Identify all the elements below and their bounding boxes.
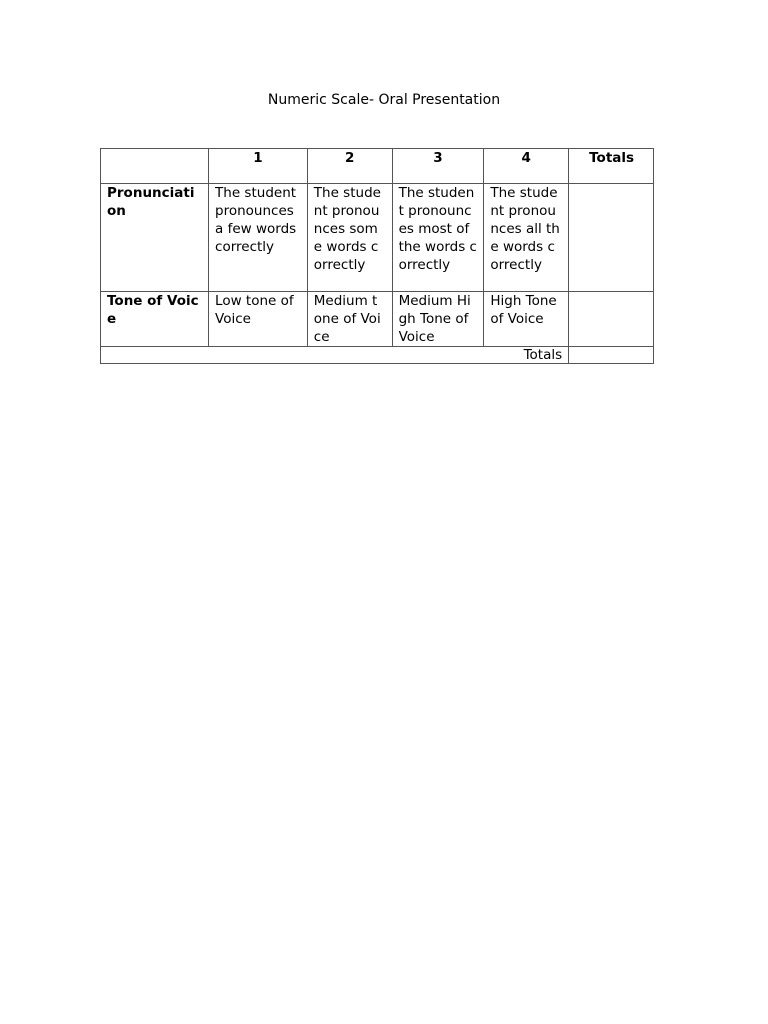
- header-cell-score-2: 2: [307, 149, 392, 184]
- footer-totals-value: [569, 347, 654, 364]
- row-total-cell: [569, 184, 654, 292]
- row-total-cell: [569, 292, 654, 347]
- header-cell-score-3: 3: [392, 149, 484, 184]
- table-cell: Medium tone of Voice: [307, 292, 392, 347]
- table-cell: The student pronounces most of the words correctly: [392, 184, 484, 292]
- page-title: Numeric Scale- Oral Presentation: [267, 92, 501, 108]
- header-cell-score-1: 1: [209, 149, 308, 184]
- table-row: [101, 184, 654, 292]
- header-cell-score-4: 4: [484, 149, 569, 184]
- table-cell: The student pronounces some words correctly: [307, 184, 392, 292]
- header-cell-totals: Totals: [569, 149, 654, 184]
- table-cell: The student pronounces a few words correctly: [209, 184, 308, 292]
- footer-totals-label: Totals: [101, 347, 569, 364]
- table-cell: Medium High Tone of Voice: [392, 292, 484, 347]
- table-cell: High Tone of Voice: [484, 292, 569, 347]
- header-cell-criteria: [101, 149, 209, 184]
- table-footer-row: [101, 347, 654, 364]
- table-cell: Low tone of Voice: [209, 292, 308, 347]
- table-cell: The student pronounces all the words correctly: [484, 184, 569, 292]
- row-label-tone-of-voice: Tone of Voice: [101, 292, 209, 347]
- row-label-pronunciation: Pronunciation: [101, 184, 209, 292]
- rubric-table: [100, 148, 654, 364]
- table-header-row: [101, 149, 654, 184]
- table-row: [101, 292, 654, 347]
